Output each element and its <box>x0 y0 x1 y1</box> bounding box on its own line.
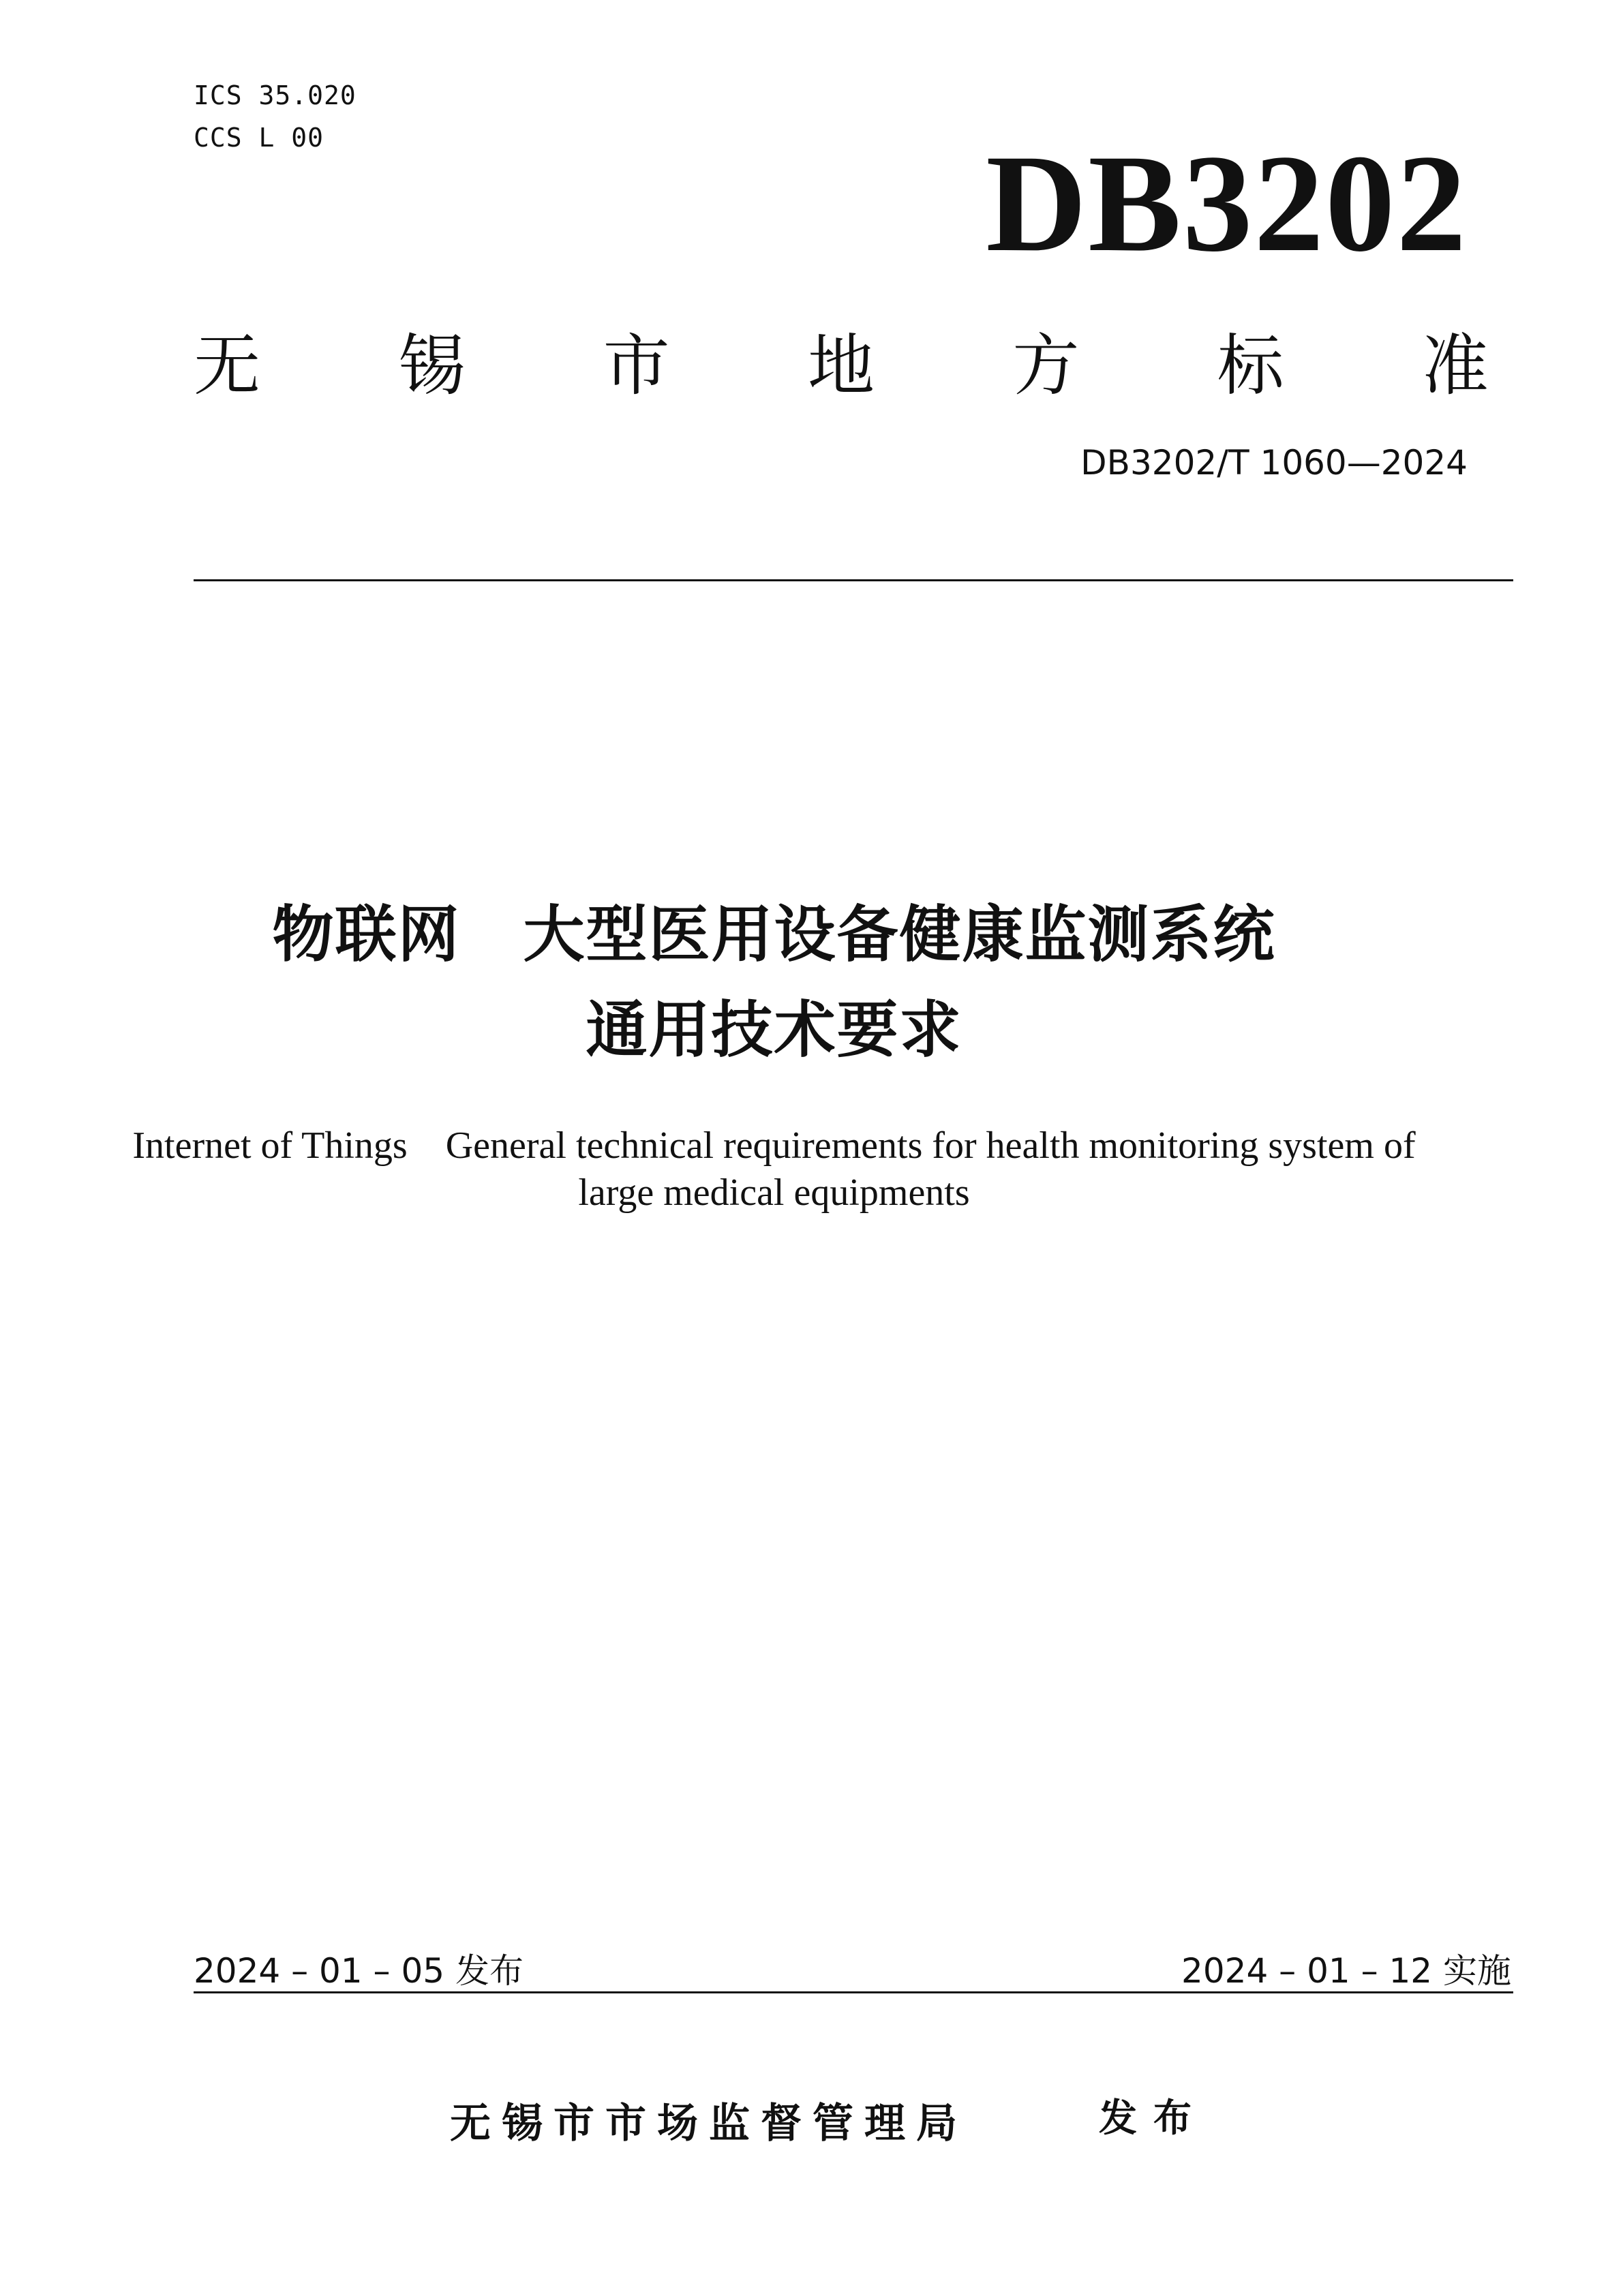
standard-type-char: 标 <box>1217 326 1284 405</box>
standard-type-char: 地 <box>807 326 875 405</box>
standard-type-char: 准 <box>1421 326 1489 405</box>
standard-number: DB3202/T 1060—2024 <box>1080 443 1468 483</box>
standard-type-char: 无 <box>194 326 261 405</box>
standard-type-char: 市 <box>603 326 670 405</box>
standard-type-char: 方 <box>1012 326 1080 405</box>
standard-type-char: 锡 <box>398 326 466 405</box>
standard-mark: DB3202 <box>986 126 1468 281</box>
ics-code: ICS 35.020 <box>194 80 357 110</box>
top-divider <box>194 579 1513 581</box>
issue-date: 2024 – 01 – 05 发布 <box>194 1951 524 1991</box>
ccs-code: CCS L 00 <box>194 123 324 153</box>
implementation-date: 2024 – 01 – 12 实施 <box>1181 1951 1511 1991</box>
title-english-line-2: large medical equipments <box>578 1172 970 1214</box>
publisher-name: 无锡市市场监督管理局 <box>450 2100 968 2147</box>
title-english-line-1: Internet of Things General technical requirements for health monitoring system of <box>132 1124 1416 1167</box>
publish-label: 发布 <box>1099 2096 1208 2141</box>
standard-type-heading <box>194 319 1489 405</box>
title-chinese-line-2: 通用技术要求 <box>586 994 962 1066</box>
bottom-divider <box>194 1991 1513 1993</box>
title-chinese-line-1: 物联网 大型医用设备健康监测系统 <box>272 899 1276 970</box>
